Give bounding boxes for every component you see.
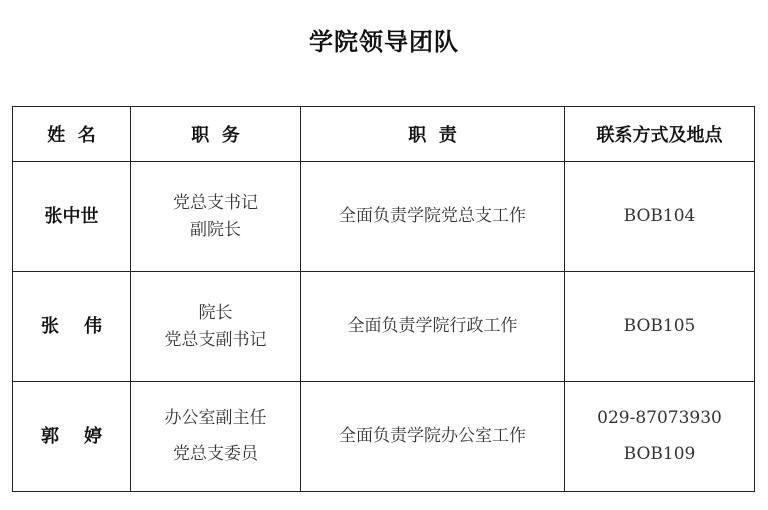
person-position: [131, 382, 301, 492]
position-line: 党总支委员: [173, 443, 258, 464]
contact-line: BOB104: [623, 205, 696, 226]
position-line: 副院长: [190, 219, 241, 240]
position-line: 党总支书记: [173, 193, 258, 214]
page-title: 学院领导团队: [309, 27, 459, 56]
person-position: [131, 162, 301, 272]
person-contact: [565, 162, 755, 272]
position-line: 党总支副书记: [164, 329, 267, 350]
person-duty: 全面负责学院办公室工作: [301, 382, 565, 492]
header-name: 姓 名: [13, 107, 131, 162]
person-position: [131, 272, 301, 382]
person-duty: 全面负责学院党总支工作: [301, 162, 565, 272]
person-name: 张 伟: [13, 272, 131, 382]
header-contact: 联系方式及地点: [565, 107, 755, 162]
person-name: 张中世: [13, 162, 131, 272]
header-duty: 职 责: [301, 107, 565, 162]
person-duty: 全面负责学院行政工作: [301, 272, 565, 382]
leadership-table: [12, 106, 755, 492]
table-row: [13, 272, 755, 382]
contact-line: BOB109: [623, 443, 696, 464]
table-row: [13, 382, 755, 492]
contact-line: BOB105: [623, 315, 696, 336]
person-contact: [565, 272, 755, 382]
table-header-row: [13, 107, 755, 162]
person-contact: [565, 382, 755, 492]
person-name: 郭 婷: [13, 382, 131, 492]
position-line: 办公室副主任: [164, 407, 267, 428]
table-row: [13, 162, 755, 272]
header-position: 职 务: [131, 107, 301, 162]
contact-line: 029-87073930: [597, 407, 722, 428]
position-line: 院长: [198, 303, 233, 324]
